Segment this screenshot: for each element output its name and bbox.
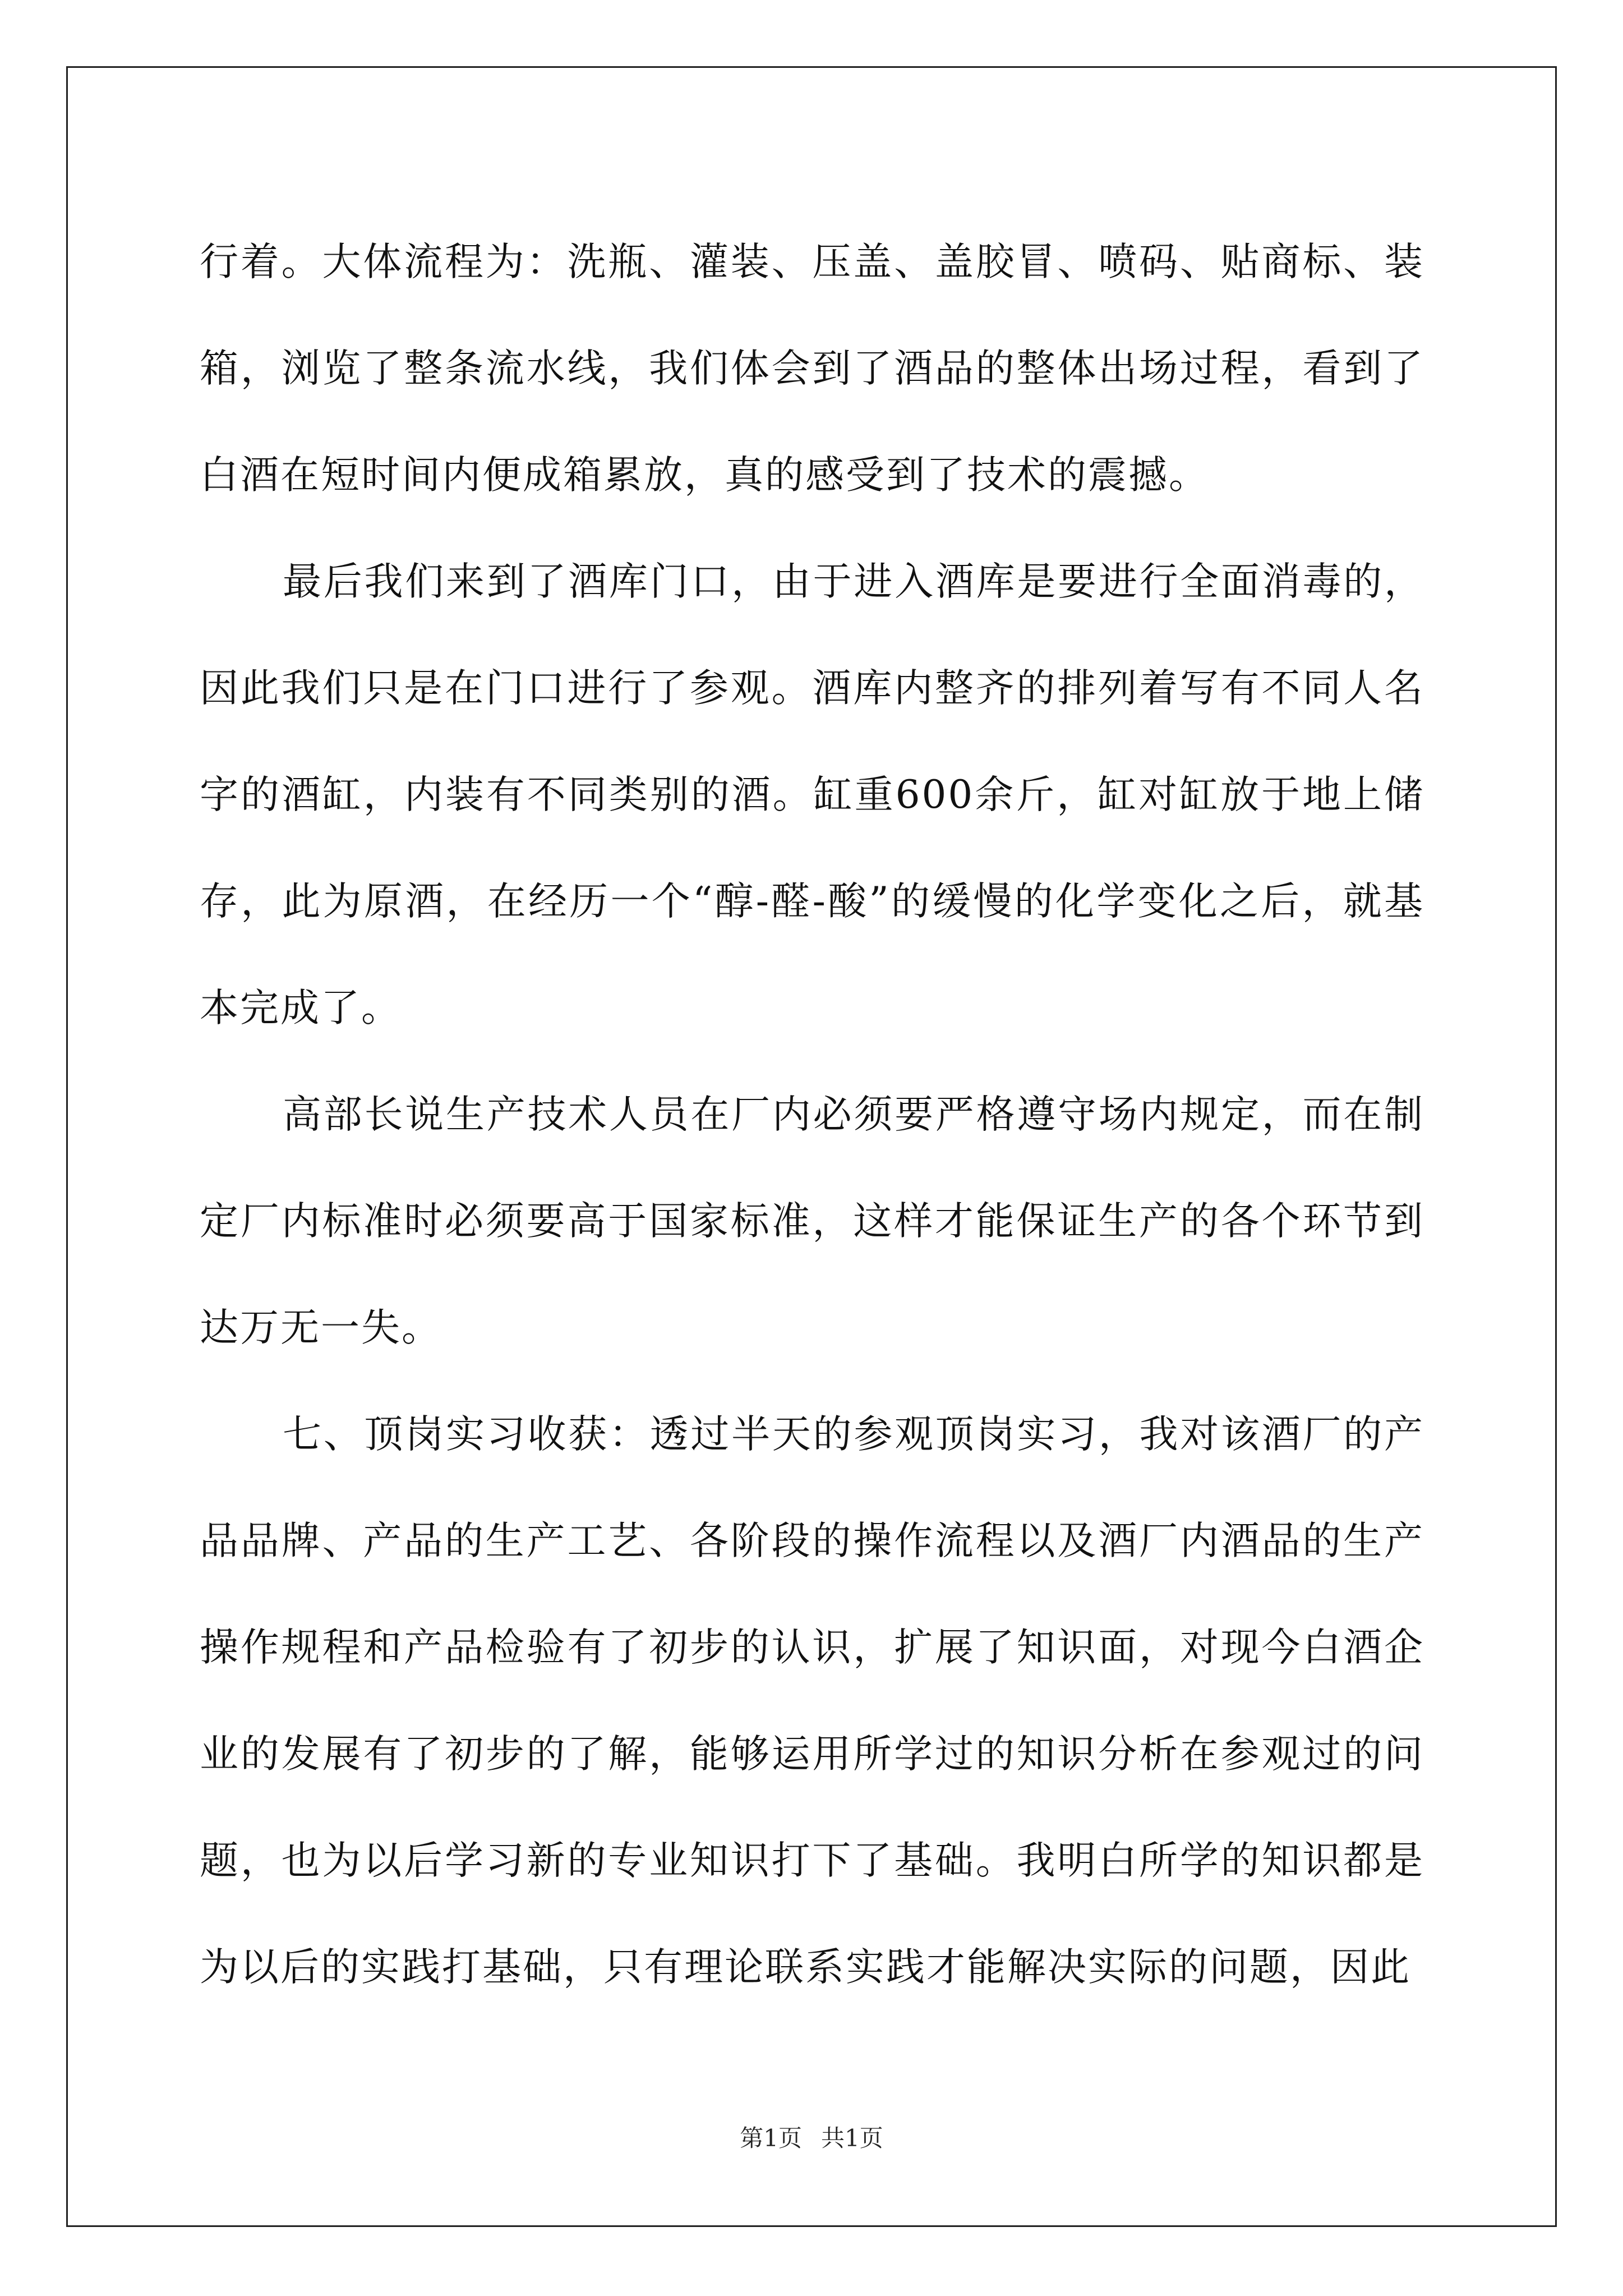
- paragraph-2: 最后我们来到了酒库门口，由于进入酒库是要进行全面消毒的，因此我们只是在门口进行了参观。酒库内整齐的排列着写有不同人名字的酒缸，内装有不同类别的酒。缸重600余斤，缸对缸放于地上储存，此为原酒，在经历一个“醇-醛-酸”的缓慢的化学变化之后，就基本完成了。: [200, 559, 1424, 1030]
- paragraph-4: 七、顶岗实习收获：透过半天的参观顶岗实习，我对该酒厂的产品品牌、产品的生产工艺、各阶段的操作流程以及酒厂内酒品的生产操作规程和产品检验有了初步的认识，扩展了知识面，对现今白酒企业的发展有了初步的了解，能够运用所学过的知识分析在参观过的问题，也为以后学习新的专业知识打下了基础。我明白所学的知识都是为以后的实践打基础，只有理论联系实践才能解决实际的问题，因此: [200, 1412, 1424, 1990]
- page-footer: [0, 2122, 1623, 2155]
- page-number: 第1页: [740, 2124, 802, 2152]
- paragraph-1: 行着。大体流程为：洗瓶、灌装、压盖、盖胶冒、喷码、贴商标、装箱，浏览了整条流水线，我们体会到了酒品的整体出场过程，看到了白酒在短时间内便成箱累放，真的感受到了技术的震撼。: [200, 240, 1424, 498]
- paragraph-3: 高部长说生产技术人员在厂内必须要严格遵守场内规定，而在制定厂内标准时必须要高于国家标准，这样才能保证生产的各个环节到达万无一失。: [200, 1092, 1424, 1350]
- page-total: 共1页: [821, 2124, 883, 2152]
- document-body: [200, 209, 1424, 2021]
